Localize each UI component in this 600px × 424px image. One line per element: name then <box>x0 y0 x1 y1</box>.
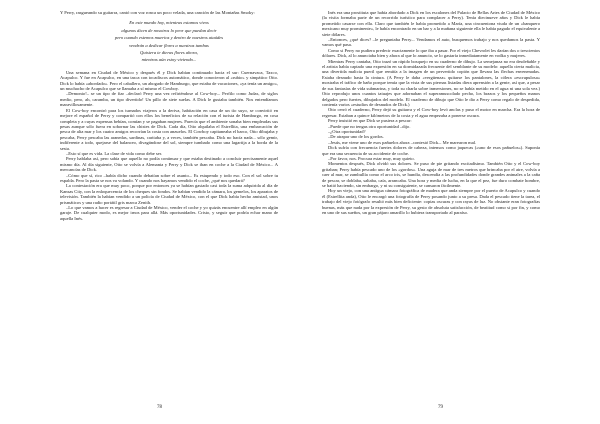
body-paragraph: –De atrapar uno de los gordos. <box>328 134 384 140</box>
page-number: 78 <box>157 405 162 410</box>
body-paragraph: Como si Perry no pudiera predecir exactamente lo que iba a pasar. Por el viejo Chevrolet les darían dos o trescientos dólares. Dick, al lo anunciaba bien y ahora al que lo anuncio, se lo gastaría inmediatamente en vodka y mujeres. <box>322 47 540 59</box>
poem-line: Quisiera te dieras flores ahora, <box>140 50 198 56</box>
body-paragraph: Hoy un viejo, con una antigua cámara fotográfica de madera que anda siempre por el puerto de Acapulco y cuando él (Estrellita anda), Otto le encargó una fotografía de Perry posando junto a su presa. Dada el pescado tiene la tarea, el trabajo del viejo fotógrafo resultó más bien deficiente: copias oscuras y con rayas de luz. No obstante eran fotografías buenas, más que nada por la expresión de Perry, su gesto de absoluta satisfacción, de beatitud como si por fin, y como en uno de sus sueños, un gran pájaro amarillo lo hubiera transportado al paraíso. <box>322 188 540 216</box>
body-paragraph: –Esto sí que es vida. La clase de vida como debe ser. <box>66 150 163 156</box>
poem-line: mientras aún estoy viviendo... <box>141 57 197 63</box>
body-paragraph: Mientras Perry cantaba, Otto trazó un rápido bosquejo en su cuaderno de dibujo. La semejanza no era desdeñable y el artista había captado una expresión en su dormidazada frecuente del semblante de su modelo: aquella cierta malicia, una divertida malicia pueril que remitía a la imagen de un pervertido copión que llevara las flechas envenenadas. Estaba desnudo hasta la cintura. (A Perry le daba «vergüenza» quitarse los pantalones, la cólera «escrupulosa» mostraba el tráfico de baño porque temía que la vista de sus piernas lisiadas diera aprensión a la gente, así que, a pesar de sus fantasías de vida submarina, y toda su charla sobre inmersiones, no se había metido en el agua ni una sola vez.) Otto reprodujo unos cuantos tatuajes que adornaban el superamuscolado pecho, los brazos y los pequeños manos delgados pero fuertes, dibujados del modelo. El cuaderno de dibujo que Otto le dio a Perry como regalo de despedida, contenía varios «estudios de desnudos de Dick.) <box>322 58 540 107</box>
poem-line: vendrán a dedicar flores a nuestras tumbas <box>129 42 209 48</box>
page-number: 79 <box>438 405 443 410</box>
body-paragraph: –Demonio!– se un tipo de fiar –declaró Perry una vez refiriéndose al Cow-boy–. Perfilo como Judas, de siglos medio, pero, ah, caramba, un tipo divertido! Un pillo de siete suelas. A Dick le gustaba también. Nos entendíamos maravillosamente. <box>60 91 278 108</box>
body-paragraph: –Entonces, ¿qué dices? –le preguntaba Perry–. Vendamos el auto, busquemos trabajo y nos quedamos la pasta. Y vamos qué pasa. <box>322 37 540 48</box>
body-paragraph: Perry insistió en que Dick se pusiera a pescar: <box>328 118 412 124</box>
body-paragraph: –Cómo que sí, rico –había dicho cuando debatían sobre el asunto–. Es estupendo y todo eso. Con el sol sobre tu espalda. Pero la pasta se nos va volando. Y cuando nos hayamos vendido el coche, ¿qué nos quedará? <box>60 172 278 183</box>
body-paragraph: Una semana en Ciudad de México y después él y Dick habían continuado hacia el sur: Cuernavaca, Taxco, Acapulco. Y fue en Acapulco, en una tasca con tocadiscos automático, donde conocieron al «rubio» y simpático Otto. Dick lo había «abordado». Pero el caballero, un abogado de Hamburgo, que estaba de vacaciones, «ya tenía un amigo», un muchacho de Acapulco que se llamaba a sí mismo el Cowboy. <box>60 69 278 92</box>
poem-block <box>60 19 278 63</box>
body-paragraph: –¿Otra oportunidad? <box>328 128 366 134</box>
body-paragraph: El Cow-boy encontró para los turnados viajeros a la deriva, habitación en casa de un tío suyo, se convirtió en mejore el español de Perry y compartió con ellos los beneficios de su relación con el turista de Hamburgo, en cosa completa y a cuyas expensas bebían, comían y se pagaban mujeres. Parecía que el ambiente sonaba bien empleadas sus pesas aunque sólo fuera en sobornar las chistes de Dick. Cada día, Otto alquilaba el Estrellita, una embarcación de pesca de alta mar y los cuatro amigos recorrían la costa con anzuelos. El Cowboy capitaneaba el barco, Otto dibujaba y pescaba, Perry pescaba las aranedas, sardinas, caritaba y, a veces, también pescaba. Dick no hacía nada... sólo gemir, indiferente a todo, quejarse del balanceo, divagándose del sol, siempre tumbado como una lagartija a la borda de la sesta. <box>60 107 278 151</box>
body-paragraph: Momentos después, Dick olvidó sus dolores. Se puso de pie gritando excitadísimo. También Otto y el Cow-boy gritaban; Perry había pescado uno de los «gordos». Una aguja de mar de tres metros que brincaba por el aire, volvía a caer al mar, se zambullía como el arco iris, se hundía, descendía a las profundidades donde grandes animales a la caña de pescar, se doblaba, saltaba, caía, arrancaba. Una hora y media de lucha, en la que el pez, fue duro combate hombre, se batió haciendo, sin embargo, y ni su consiguiente, se cansaron fácilmente. <box>322 161 540 188</box>
poem-line: algunos dicen de nosotros lo peor que puedan decir <box>121 27 217 33</box>
body-paragraph: –Lo que vamos a hacer es regresar a Ciudad de México, vender el coche y yo quizás encuentre allí empleo en algún garaje. De cualquier modo, es mejor irnos para allá. Más oportunidades. Cristo, y seguir que podría echar mano de aquella Inés. <box>60 205 278 221</box>
body-paragraph: –Jesús, me viene uno de esos pañuelos ahora –contestó Dick–. Me marearon mal. <box>328 139 477 145</box>
intro-paragraph: Y Perry, rasgueando su guitarra, cantó con voz ronca un poco velada, una canción de las Montañas Smoky: <box>60 10 255 15</box>
body-paragraph: Otto cerró el cuaderno, Perry dejó su guitarra y el Cow-boy levó anclas y puso el motor en marcha. Era la hora de regresar. Estaban a quince kilómetros de la costa y el agua empezaba a ponerse oscura. <box>322 107 540 118</box>
poem-line: pero cuando estemos muertos y dentro de nuestros ataúdes <box>114 35 224 41</box>
body-paragraph: Dick sufría con frecuencia fuertes dolores de cabeza, intensos como jaquecas («uno de esos pañuelos»). Suponía que era una secuencia de su accidente de coche. <box>322 145 540 156</box>
body-paragraph: Inés era una prostituta que había abordado a Dick en los escalones del Palacio de Bellas Artes de Ciudad de México (la visita formaba parte de un recorrido turístico para complacer a Perry). Tenía diecinueve años y Dick le había prometido casarse con ella. Claro que también le había prometido a María, una cincuentona viuda de un «banquero mexicano muy prominente», le había encontrado en un bar y a la mañana siguiente ella le había pagado el equivalente a siete dólares. <box>322 10 540 37</box>
body-paragraph: Perry hablaba así, pero sabía que aquello no podía continuar y que estaba destinado a concluir precisamente aquel mismo día. Al día siguiente, Otto se volvía a Alemania y Perry y Dick se iban en coche a la Ciudad de México... A mercancías de Dick. <box>60 156 278 173</box>
right-page <box>300 0 600 424</box>
poem-line: En este mundo hoy, mientras estamos vivos <box>129 20 209 26</box>
body-paragraph: La contestación era que muy poco, porque por entonces ya se habían gastado casi toda la suma adquirida al día de Kansas City, con la enloquecencia de los cheques sin fondos. Se habían vendido la cámara, los gemelos, los aparatos de televisión. También la habían vendido a un policía de Ciudad de México, con el que Dick había hecho amistad, unos prismáticos y una radio portátil gris marca Zenith. <box>60 183 278 205</box>
body-paragraph: –Puede que no tengas otra oportunidad –dijo. <box>328 123 411 129</box>
body-paragraph: –Por favor, nos. Procura estar muy, muy quieto. <box>328 155 415 161</box>
